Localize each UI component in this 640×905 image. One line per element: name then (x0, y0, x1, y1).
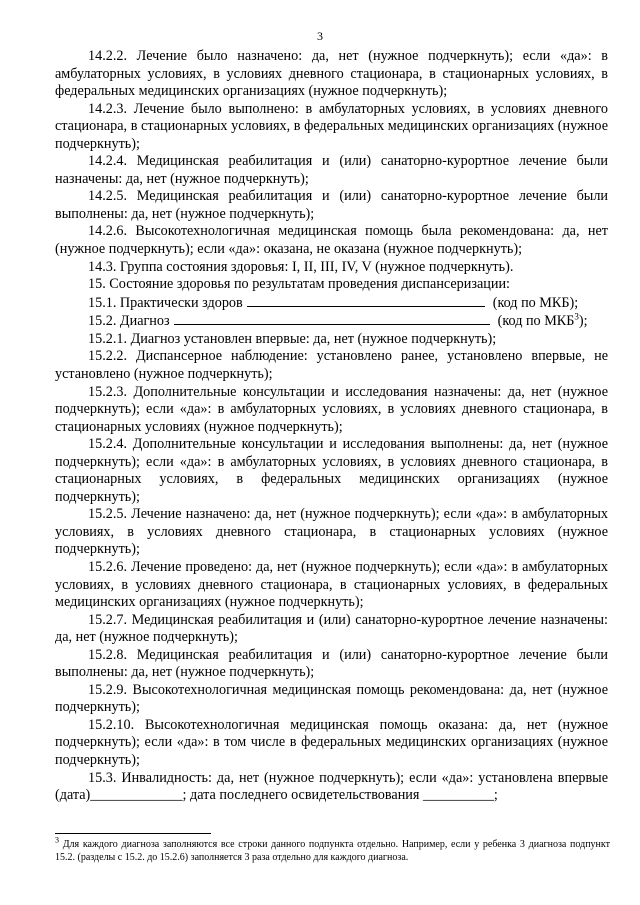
icd-code-blank-15-1[interactable] (247, 294, 485, 307)
paragraph-mid-3: 15.2.4. Дополнительные консультации и исследования выполнены: да, нет (нужное подчеркнуть); если «да»: в амбулаторных условиях, в условиях дневного стационара, в стационарных условиях, в федеральных медицинских организациях (нужное подчеркнуть); (55, 436, 608, 505)
paragraph-top-5: 14.3. Группа состояния здоровья: I, II, III, IV, V (нужное подчеркнуть). (88, 258, 514, 275)
paragraph-group-15-2 (55, 331, 608, 770)
paragraph-mid-2: 15.2.3. Дополнительные консультации и исследования назначены: да, нет (нужное подчеркнуть); если «да»: в амбулаторных условиях, в условиях дневного стационара, в стационарных условиях (нужное подчеркнуть); (55, 383, 608, 435)
paragraph-15-3-disability: 15.3. Инвалидность: да, нет (нужное подчеркнуть); если «да»: установлена впервые (дата)_____________; дата последнего освидетельствования __________; (55, 769, 608, 804)
footnote-ref-3: 3 (574, 311, 579, 322)
paragraph-group-14 (55, 48, 608, 294)
footnote-divider (55, 833, 211, 834)
paragraph-top-6: 15. Состояние здоровья по результатам проведения диспансеризации: (88, 276, 510, 293)
field-15-1-label: 15.1. Практически здоров (88, 294, 243, 311)
last-examination-date-blank[interactable]: __________ (422, 787, 494, 804)
document-body (55, 48, 608, 805)
paragraph-top-0: 14.2.2. Лечение было назначено: да, нет (нужное подчеркнуть); если «да»: в амбулаторных условиях, в условиях дневного стационара, в стационарных условиях, в федеральных медицинских организациях (нужное подчеркнуть); (55, 48, 608, 100)
field-15-2-label: 15.2. Диагноз (88, 313, 170, 330)
field-15-2-diagnosis (55, 312, 608, 331)
footnote-3 (55, 835, 611, 864)
paragraph-mid-4: 15.2.5. Лечение назначено: да, нет (нужное подчеркнуть); если «да»: в амбулаторных условиях, в условиях дневного стационара, в стационарных условиях (нужное подчеркнуть); (55, 506, 608, 558)
paragraph-mid-7: 15.2.8. Медицинская реабилитация и (или) санаторно-курортное лечение были выполнены: да, нет (нужное подчеркнуть); (55, 646, 608, 681)
paragraph-mid-0: 15.2.1. Диагноз установлен впервые: да, нет (нужное подчеркнуть); (88, 330, 497, 347)
diagnosis-blank-15-2[interactable] (174, 312, 490, 325)
field-15-2-code-label: (код по МКБ$^3$); (497, 311, 588, 330)
field-15-1-code-label: (код по МКБ); (492, 294, 579, 311)
paragraph-top-1: 14.2.3. Лечение было выполнено: в амбулаторных условиях, в условиях дневного стационара, в стационарных условиях, в федеральных медицинских организациях (нужное подчеркнуть); (55, 100, 608, 152)
paragraph-mid-6: 15.2.7. Медицинская реабилитация и (или) санаторно-курортное лечение назначены: да, нет (нужное подчеркнуть); (55, 611, 608, 646)
footnote-text: Для каждого диагноза заполняются все строки данного подпункта отдельно. Например, если у ребенка 3 диагноза подпункт 15.2. (разделы с 15.2. до 15.2.6) заполняется 3 раза отдельно для каждого диагноза. (55, 839, 611, 863)
paragraph-mid-1: 15.2.2. Диспансерное наблюдение: установлено ранее, установлено впервые, не установлено (нужное подчеркнуть); (55, 348, 608, 382)
paragraph-top-4: 14.2.6. Высокотехнологичная медицинская помощь была рекомендована: да, нет (нужное подчеркнуть); если «да»: оказана, не оказана (нужное подчеркнуть); (55, 223, 608, 258)
paragraph-top-2: 14.2.4. Медицинская реабилитация и (или) санаторно-курортное лечение были назначены: да, нет (нужное подчеркнуть); (55, 153, 608, 187)
paragraph-mid-5: 15.2.6. Лечение проведено: да, нет (нужное подчеркнуть); если «да»: в амбулаторных условиях, в условиях дневного стационара, в стационарных условиях, в федеральных медицинских организациях (нужное подчеркнуть); (55, 558, 608, 611)
footnote-mark: 3 (55, 835, 59, 845)
disability-date-blank[interactable]: _____________ (90, 787, 183, 804)
paragraph-mid-9: 15.2.10. Высокотехнологичная медицинская помощь оказана: да, нет (нужное подчеркнуть); если «да»: в том числе в федеральных медицинских организациях (нужное подчеркнуть); (55, 716, 608, 768)
paragraph-mid-8: 15.2.9. Высокотехнологичная медицинская помощь рекомендована: да, нет (нужное подчеркнуть); (55, 681, 608, 716)
field-15-1-healthy (55, 294, 608, 313)
page-number: 3 (317, 29, 323, 43)
paragraph-top-3: 14.2.5. Медицинская реабилитация и (или) санаторно-курортное лечение были выполнены: да, нет (нужное подчеркнуть); (55, 188, 608, 222)
